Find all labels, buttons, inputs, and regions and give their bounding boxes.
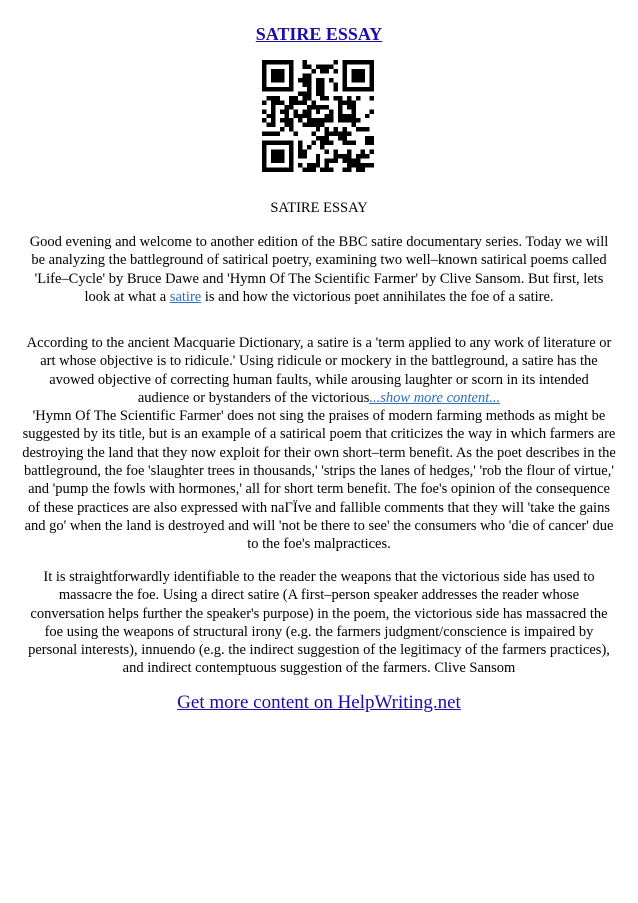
continued-text: 'Hymn Of The Scientific Farmer' does not sing the praises of modern farming methods as might be suggested by its title, but is an example of a satirical poem that criticizes the way in which farmers are destroying the land that they now exploit for their own short–term benefit. As the poet describes in the battleground, the foe 'slaughter trees in thousands,' 'strips the lanes of hedges,' 'rob the flour of virtue,' and 'pump the fowls with hormones,' all for short term benefit. The foe's opinion of the consequence of these practices are also expressed with naГЇve and fallible comments that they will 'take the gains and go' when the land is destroyed and will 'not be there to see' the consumers who 'die of cancer' due to the foe's malpractices. bbox=[22, 408, 616, 553]
intro-text-end: is and how the victorious poet annihilates the foe of a satire. bbox=[201, 288, 554, 305]
satire-link[interactable]: satire bbox=[169, 288, 202, 305]
definition-text: According to the ancient Macquarie Dictionary, a satire is a 'term applied to any work of literature or art whose objective is to ridicule.' Using ridicule or mockery in the battleground, a satire has the avowed objective of correcting human faults, while arousing laughter or scorn in its intended audience or bystanders of the victorious bbox=[26, 335, 612, 406]
essay-heading: SATIRE ESSAY bbox=[270, 200, 368, 216]
weapons-paragraph: It is straightforwardly identifiable to the reader the weapons that the victorious side has used to massacre the foe. Using a direct satire (A first–person speaker addresses the reader whose conversation helps further the speaker's purpose) in the poem, the victorious side has massacred the foe using the weapons of structural irony (e.g. the farmers judgment/conscience is impaired by personal interests), innuendo (e.g. the indirect suggestion of the legitimacy of the farmers practices), and indirect contemptuous suggestion of the farmers. Clive Sansom bbox=[28, 569, 610, 677]
definition-paragraph bbox=[22, 334, 616, 554]
title-link[interactable]: SATIRE ESSAY bbox=[255, 24, 383, 44]
show-more-link[interactable]: ...show more content... bbox=[369, 389, 501, 406]
qr-code-icon bbox=[262, 60, 374, 172]
intro-paragraph bbox=[22, 233, 616, 306]
get-more-content-link[interactable]: Get more content on HelpWriting.net bbox=[177, 692, 461, 713]
intro-text-start: Good evening and welcome to another edition of the BBC satire documentary series. Today we will be analyzing the battleground of satirical poetry, examining two well–known satirical poems called 'Life–Cycle' by Bruce Dawe and 'Hymn Of The Scientific Farmer' by Clive Sansom. But first, lets look at what a bbox=[29, 234, 609, 305]
